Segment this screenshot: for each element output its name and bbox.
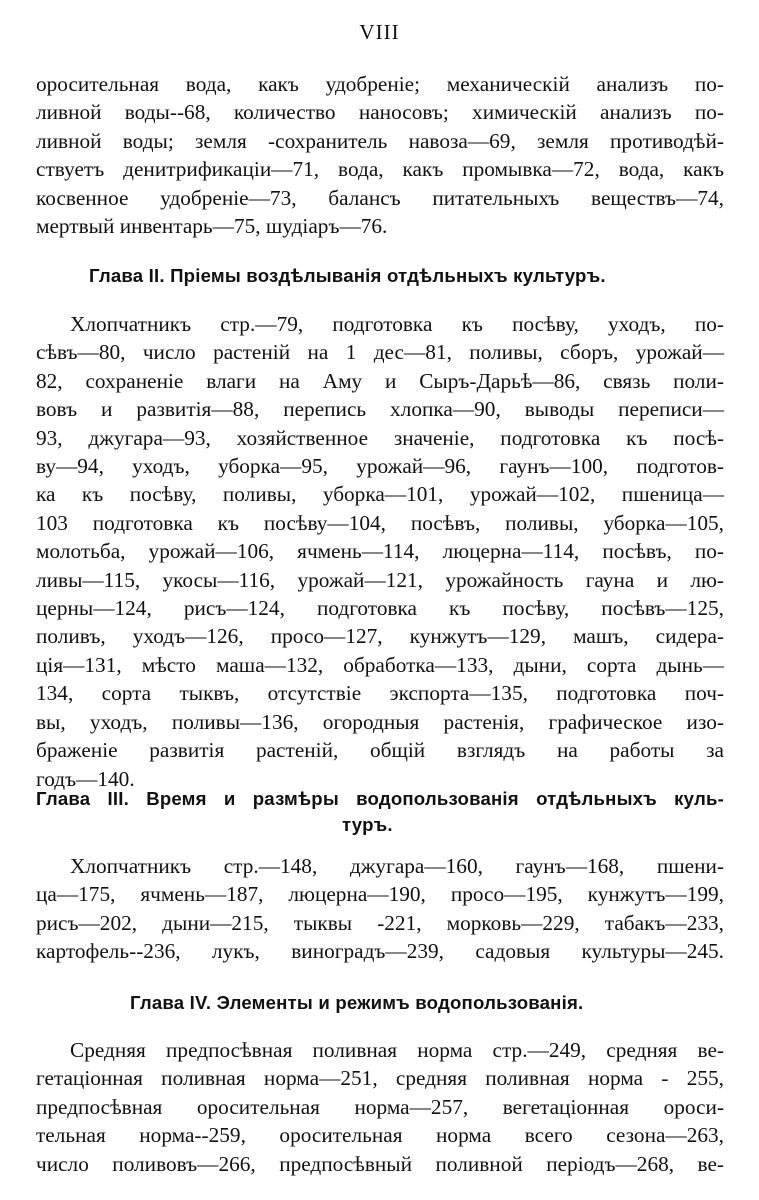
text-line: 93, джугара—93, хозяйственное значеніе, подготовка къ посѣ- <box>36 425 724 450</box>
text-line: ливы—115, укосы—116, урожай—121, урожайность гауна и лю- <box>36 567 724 592</box>
text-line: ву—94, уходъ, уборка—95, урожай—96, гаунъ—100, подготов- <box>36 454 724 479</box>
text-line: картофель--236, лукъ, виноградъ—239, садовыя культуры—245. <box>36 939 724 964</box>
chapter3-paragraph <box>36 852 724 966</box>
text-line: браженіе развитія растеній, общій взглядъ на работы за <box>36 738 724 763</box>
page-number: VIII <box>359 20 400 44</box>
text-line: 103 подготовка къ посѣву—104, посѣвъ, поливы, уборка—105, <box>36 510 724 535</box>
text-line: ція—131, мѣсто маша—132, обработка—133, дыни, сорта дынь— <box>36 652 724 677</box>
text-line: оросительная вода, какъ удобреніе; механическій анализъ по- <box>36 72 724 96</box>
text-line: Средняя предпосѣвная поливная норма стр.—249, средняя ве- <box>70 1038 724 1062</box>
text-line: ливной воды--68, количество наносовъ; химическій анализъ по- <box>36 100 724 125</box>
chapter2-heading: Глава II. Пріемы воздѣлыванія отдѣльныхъ культуръ. <box>89 265 606 286</box>
text-line: поливъ, уходъ—126, просо—127, кунжутъ—129, машъ, сидера- <box>36 624 724 649</box>
text-line: гетаціонная поливная норма—251, средняя поливная норма - 255, <box>36 1066 724 1091</box>
text-line: ца—175, ячмень—187, люцерна—190, просо—195, кунжутъ—199, <box>36 882 724 907</box>
chapter2-paragraph <box>36 310 724 793</box>
chapter4-paragraph <box>36 1036 724 1178</box>
text-line: годъ—140. <box>36 766 135 791</box>
text-line: рисъ—202, дыни—215, тыквы -221, морковь—229, табакъ—233, <box>36 910 724 935</box>
text-line: церны—124, рисъ—124, подготовка къ посѣву, посѣвъ—125, <box>36 596 724 621</box>
text-line: косвенное удобреніе—73, балансъ питательныхъ веществъ—74, <box>36 185 724 210</box>
text-line: предпосѣвная оросительная норма—257, вегетаціонная ороси- <box>36 1094 724 1119</box>
text-line: число поливовъ—266, предпосѣвный поливной періодъ—268, ве- <box>36 1151 724 1176</box>
text-line: Хлопчатникъ стр.—79, подготовка къ посѣву, уходъ, по- <box>70 312 724 336</box>
text-line: ствуетъ денитрификаціи—71, вода, какъ промывка—72, вода, какъ <box>36 157 724 182</box>
chapter1-tail-paragraph <box>36 70 724 240</box>
text-line: вы, уходъ, поливы—136, огородныя растенія, графическое изо- <box>36 709 724 734</box>
text-line: вовъ и развитія—88, перепись хлопка—90, выводы переписи— <box>36 397 724 422</box>
text-line: мертвый инвентарь—75, шудiаръ—76. <box>36 214 388 239</box>
text-line: ливной воды; земля -сохранитель навоза—69, земля противодѣй- <box>36 128 724 153</box>
chapter3-heading-line2: туръ. <box>342 814 393 835</box>
chapter4-heading: Глава IV. Элементы и режимъ водопользованія. <box>130 992 584 1013</box>
text-line: Хлопчатникъ стр.—148, джугара—160, гаунъ—168, пшени- <box>70 854 724 878</box>
text-line: ка къ посѣву, поливы, уборка—101, урожай—102, пшеница— <box>36 482 724 507</box>
text-line: 82, сохраненіе влаги на Аму и Сыръ-Дарьѣ—86, связь поли- <box>36 368 724 393</box>
chapter3-heading-line1: Глава III. Время и размѣры водопользованія отдѣльныхъ куль- <box>36 788 724 809</box>
text-line: сѣвъ—80, число растеній на 1 дес—81, поливы, сборъ, урожай— <box>36 340 724 365</box>
text-line: тельная норма--259, оросительная норма всего сезона—263, <box>36 1123 724 1148</box>
text-line: молотьба, урожай—106, ячмень—114, люцерна—114, посѣвъ, по- <box>36 539 724 564</box>
text-line: 134, сорта тыквъ, отсутствіе экспорта—135, подготовка поч- <box>36 681 724 706</box>
